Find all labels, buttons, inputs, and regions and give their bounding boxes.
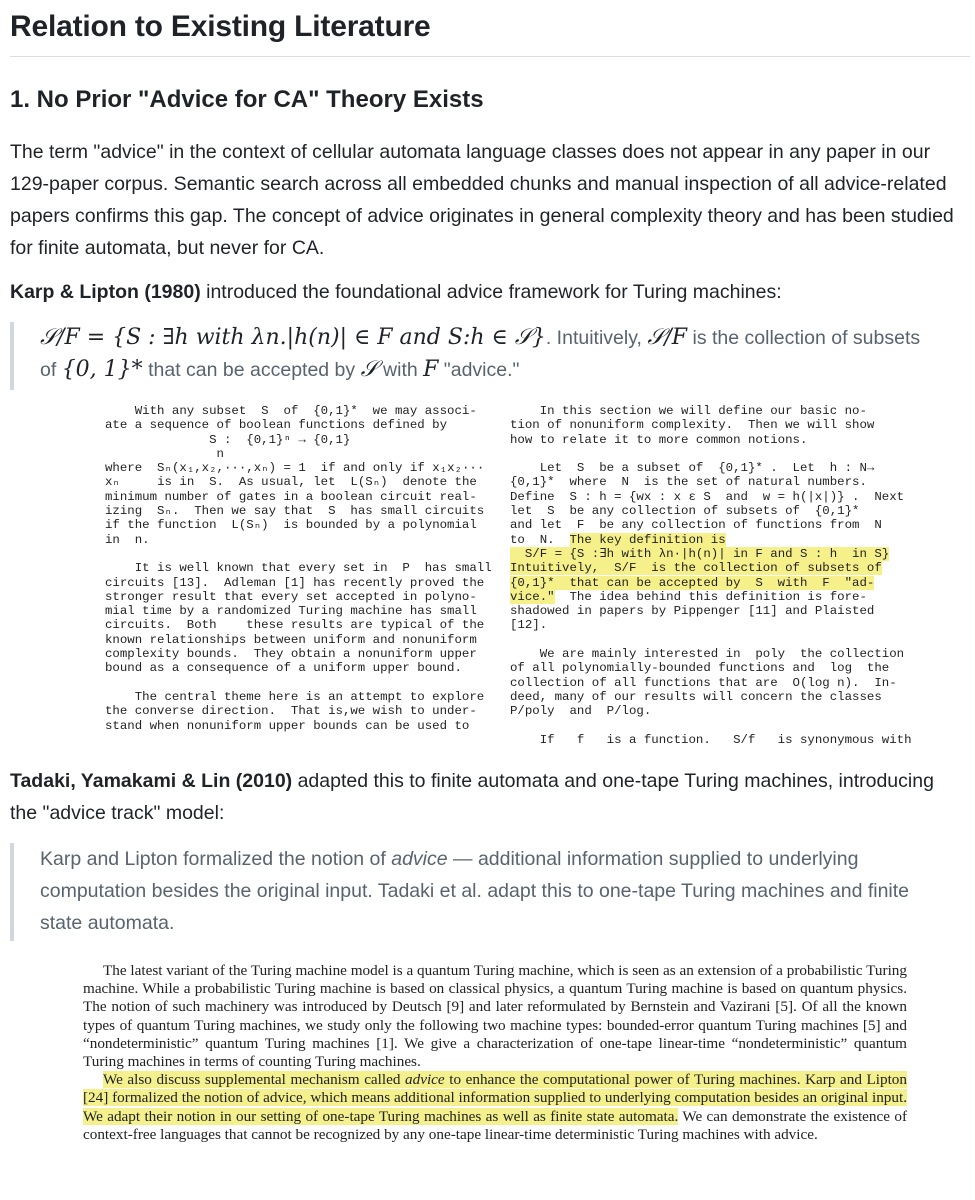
section-heading: 1. No Prior "Advice for CA" Theory Exists xyxy=(10,86,484,113)
paper2-advice-em: advice xyxy=(405,1071,445,1089)
quote2-text-b: — additional information supplied to underlying computation besides the original input. Tadaki et al. adapt this to one-tape Turing machines and finite state automata. xyxy=(40,848,910,934)
excerpt-right-column xyxy=(510,404,912,747)
paper2-rest: We can demonstrate the existence of context-free languages that cannot be recognized by any one-tape linear-time deterministic Turing machines with advice. xyxy=(83,1107,907,1143)
quote1-math-s: 𝒮 xyxy=(360,357,378,382)
quote1-math-set: {0, 1}* xyxy=(61,357,143,382)
quote1-text-e: "advice." xyxy=(438,359,520,381)
quote1-math-sf: 𝒮/F xyxy=(647,325,688,350)
paper2-hl-text-a: We also discuss supplemental mechanism called xyxy=(103,1071,406,1089)
page-title: Relation to Existing Literature xyxy=(10,10,431,43)
quote1-text-b: is the collection of subsets of xyxy=(40,327,921,381)
quote2-advice-em: advice xyxy=(391,848,448,870)
karp-lipton-text: introduced the foundational advice framework for Turing machines: xyxy=(200,281,782,303)
quote1-text-d: with xyxy=(377,359,424,381)
tadaki-citation: Tadaki, Yamakami & Lin (2010) xyxy=(10,770,293,792)
karp-lipton-citation: Karp & Lipton (1980) xyxy=(10,281,201,303)
quote2-text-a: Karp and Lipton formalized the notion of xyxy=(40,848,392,870)
excerpt-right-text-a: In this section we will define our basic no- tion of nonuniform complexity. Then we will show how to relate it to more common notions. Let S be a subset of {0,1}* . Let h : N→ {0,1}* where N is the set of natural numbers. Define S : h = {wx : x ε S and w = h(|x|)} . Next let S be any collection of subsets of {0,1}* and let F be any collection of functions from N to N. xyxy=(510,404,905,547)
intro-paragraph: The term "advice" in the context of cellular automata language classes does not appear in any paper in our 129-paper corpus. Semantic search across all embedded chunks and manual inspection of all advice-related papers confirms this gap. The concept of advice originates in general complexity theory and has been studied for finite automata, but never for CA. xyxy=(10,141,954,259)
advice-definition-math: 𝒮/F = {S : ∃h with λn.|h(n)| ∈ F and S:h ∈ 𝒮} xyxy=(40,325,546,350)
karp-lipton-paper-excerpt xyxy=(95,404,912,747)
tadaki-text: adapted this to finite automata and one-tape Turing machines, introducing the "advice track" model: xyxy=(10,770,934,824)
quote1-math-f: F xyxy=(423,357,439,382)
quote1-text-c: that can be accepted by xyxy=(142,359,361,381)
tadaki-paper-excerpt xyxy=(83,962,907,1144)
title-divider xyxy=(10,56,970,57)
excerpt-left-column: With any subset S of {0,1}* we may associ- ate a sequence of boolean functions defined by S : {0,1}ⁿ → {0,1} n where Sₙ(x₁,x₂,···,xₙ) = 1 if and only if x₁x₂··· xₙ is in S. As usual, let L(Sₙ) denote the minimum number of gates in a boolean circuit real- izing Sₙ. Then we say that S has small circuits if the function L(Sₙ) is bounded by a polynomial in n. It is well known that every set in P has small circuits [13]. Adleman [1] has recently proved the stronger result that every set accepted in polyno- mial time by a randomized Turing machine has small circuits. Both these results are typical of the known relationships between uniform and nonuniform complexity bounds. They obtain a nonuniform upper bound as a consequence of a uniform upper bound. The central theme here is an attempt to explore the converse direction. That is,we wish to under- stand when nonuniform upper bounds can be used to xyxy=(105,404,492,733)
excerpt-right-text-b: The idea behind this definition is fore- shadowed in papers by Pippenger [11] and Plaisted [12]. We are mainly interested in poly the collection of all polynomially-bounded functions and log the collection of all functions that are O(log n). In- deed, many of our results will concern the classes P/poly and P/log. If f is a function. S/f is synonymous with xyxy=(510,589,912,747)
sf-definition-highlight: S/F = {S :∃h with λn·|h(n)| in F and S : h in S} xyxy=(510,546,890,561)
intuitively-highlight: Intuitively, S/F is the collection of subsets of {0,1}* that can be accepted by S with F "ad- vice." xyxy=(510,561,882,604)
paper2-hl-text-b: to enhance the computational power of Turing machines. Karp and Lipton [24] formalized the notion of advice, which means additional information supplied to underlying computation besides an original input. We adapt their notion in our setting of one-tape Turing machines as well as finite state automata. xyxy=(83,1071,907,1125)
paper2-paragraph-1: The latest variant of the Turing machine model is a quantum Turing machine, which is seen as an extension of a probabilistic Turing machine. While a probabilistic Turing machine is based on classical physics, a quantum Turing machine is based on quantum physics. The notion of such machinery was introduced by Deutsch [9] and later reformulated by Bernstein and Vazirani [5]. Of all the known types of quantum Turing machines, we study only the following two machine types: bounded-error quantum Turing machines [5] and “nondeterministic” quantum Turing machines [1]. We give a characterization of one-tape linear-time “nondeterministic” quantum Turing machines in terms of counting Turing machines. xyxy=(83,962,907,1071)
key-definition-highlight: The key definition is xyxy=(569,532,726,547)
karp-lipton-paragraph xyxy=(10,276,965,308)
tadaki-paragraph xyxy=(10,765,965,829)
karp-lipton-quote xyxy=(10,322,940,390)
tadaki-quote xyxy=(10,843,950,941)
paper2-paragraph-2 xyxy=(83,1071,907,1144)
quote1-text-a: . Intuitively, xyxy=(545,327,648,349)
